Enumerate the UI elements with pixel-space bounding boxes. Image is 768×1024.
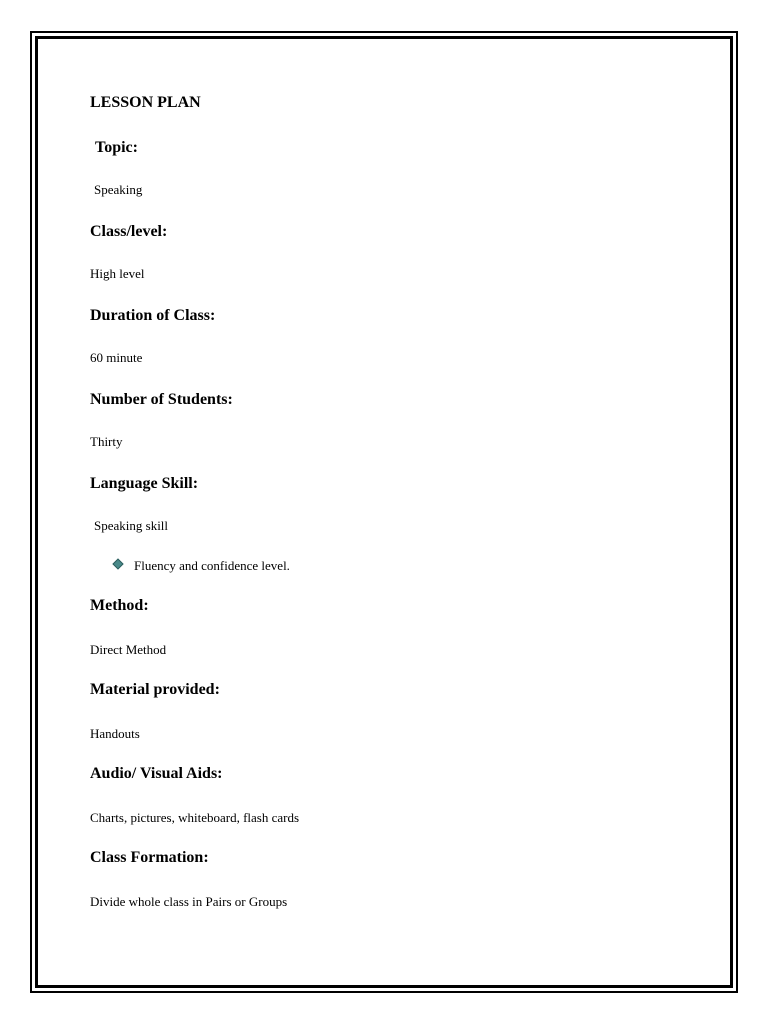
bullet-text: Fluency and confidence level. [134, 558, 290, 573]
material-heading: Material provided: [90, 681, 220, 698]
language-skill-bullet-item [114, 558, 290, 574]
aids-heading: Audio/ Visual Aids: [90, 765, 223, 782]
method-value: Direct Method [90, 642, 167, 657]
formation-heading: Class Formation: [90, 849, 209, 866]
students-heading: Number of Students: [90, 391, 233, 408]
class-level-heading: Class/level: [90, 223, 168, 240]
topic-heading: Topic: [95, 139, 138, 156]
page-border-inner [35, 36, 733, 988]
diamond-bullet-icon [112, 558, 123, 569]
duration-value: 60 minute [90, 350, 143, 365]
formation-value: Divide whole class in Pairs or Groups [90, 894, 288, 909]
material-value: Handouts [90, 726, 140, 741]
students-value: Thirty [90, 434, 123, 449]
class-level-value: High level [90, 266, 145, 281]
method-heading: Method: [90, 597, 149, 614]
topic-value: Speaking [94, 182, 143, 197]
language-skill-value: Speaking skill [94, 518, 169, 533]
language-skill-heading: Language Skill: [90, 475, 199, 492]
document-title: LESSON PLAN [90, 94, 201, 111]
aids-value: Charts, pictures, whiteboard, flash cards [90, 810, 300, 825]
duration-heading: Duration of Class: [90, 307, 216, 324]
